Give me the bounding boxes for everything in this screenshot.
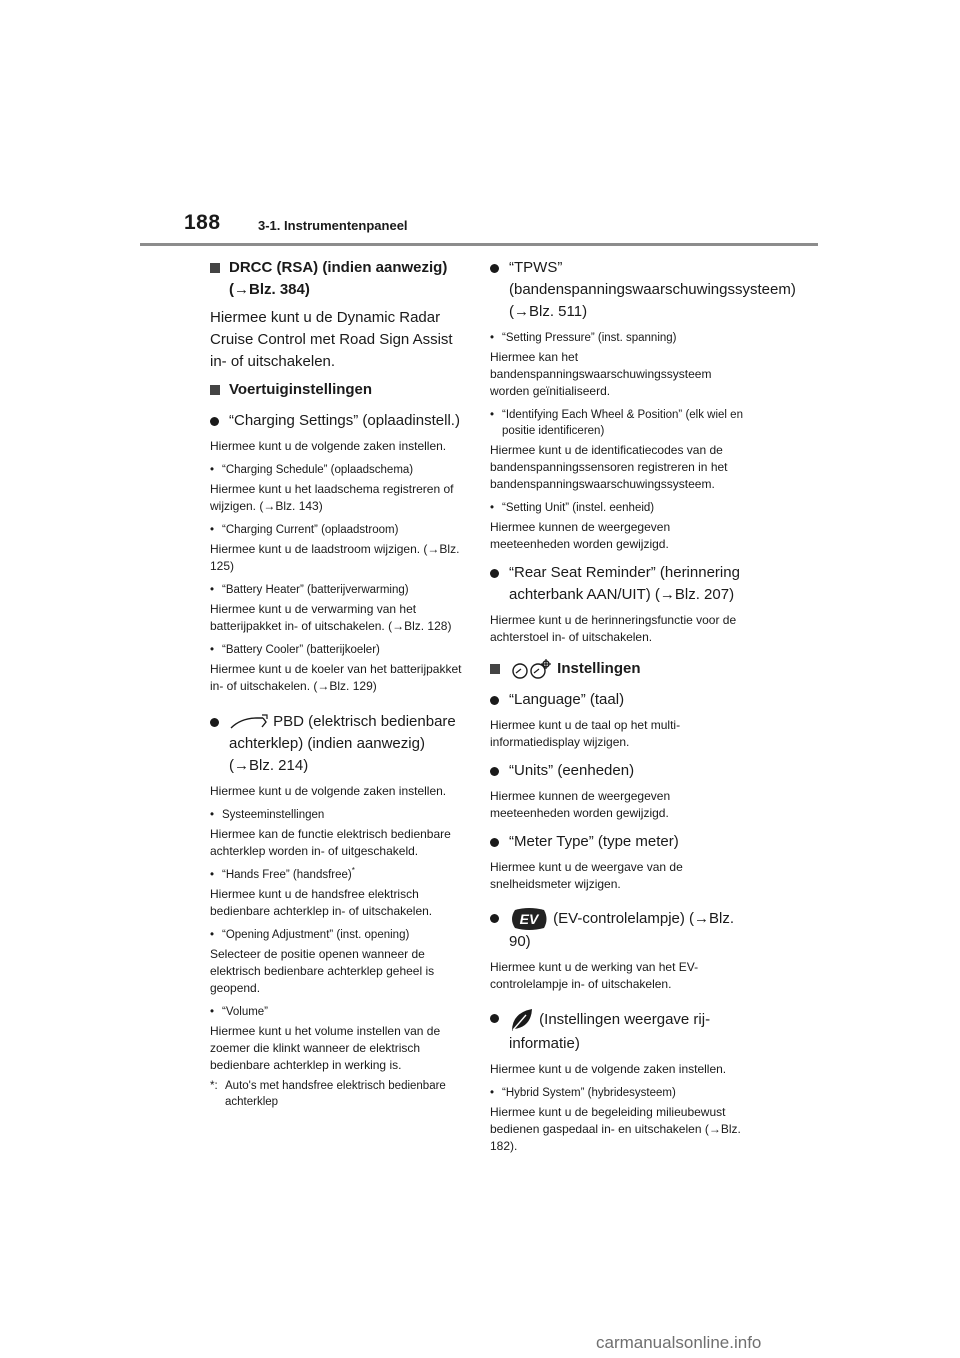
list-item: • “Opening Adjustment” (inst. opening) xyxy=(210,929,410,941)
meter-type-heading xyxy=(490,831,748,853)
list-item-desc: Hiermee kunt u de begeleiding milieubewust bedienen gaspedaal in- en uitschakelen (→Blz. 182). xyxy=(490,1105,741,1153)
list-item-desc: Hiermee kunt u de koeler van het batterijpakket in- of uitschakelen. (→Blz. 129) xyxy=(210,662,462,693)
eco-info-heading xyxy=(490,1007,748,1055)
charging-settings-heading xyxy=(210,410,465,432)
round-bullet-icon xyxy=(490,914,499,923)
meter-type-title: “Meter Type” (type meter) xyxy=(509,833,679,850)
language-heading xyxy=(490,689,748,711)
drcc-description: Hiermee kunt u de Dynamic Radar Cruise Control met Road Sign Assist in- of uitschakelen. xyxy=(210,309,453,370)
ev-indicator-heading xyxy=(490,907,748,953)
pbd-title: PBD (elektrisch bedienbare achterklep) (indien aanwezig) (→Blz. 214) xyxy=(229,713,456,774)
charging-settings-title: “Charging Settings” (oplaadinstell.) xyxy=(229,412,460,429)
list-item: • “Battery Heater” (batterijverwarming) xyxy=(210,584,409,596)
rear-seat-heading xyxy=(490,562,748,606)
round-bullet-icon xyxy=(490,767,499,776)
settings-title: Instellingen xyxy=(557,660,641,677)
list-item-label: “Charging Current” (oplaadstroom) xyxy=(222,524,399,536)
drcc-heading xyxy=(210,257,465,301)
settings-heading xyxy=(490,658,748,680)
meter-type-desc: Hiermee kunt u de weergave van de snelheidsmeter wijzigen. xyxy=(490,860,683,891)
list-item-desc: Hiermee kan het bandenspanningswaarschuwingssysteem worden geïnitialiseerd. xyxy=(490,350,712,398)
pbd-heading xyxy=(210,711,465,777)
round-bullet-icon xyxy=(210,417,219,426)
drcc-heading-title: DRCC (RSA) (indien aanwezig) xyxy=(229,259,448,276)
square-bullet-icon xyxy=(210,385,220,395)
list-item-desc: Hiermee kunt u de verwarming van het batterijpakket in- of uitschakelen. (→Blz. 128) xyxy=(210,602,452,633)
drcc-heading-ref: (→Blz. 384) xyxy=(229,281,310,298)
rear-seat-title: “Rear Seat Reminder” (herinnering achterbank AAN/UIT) (→Blz. 207) xyxy=(509,564,740,603)
list-item: • “Setting Unit” (instel. eenheid) xyxy=(490,502,655,514)
round-bullet-icon xyxy=(490,264,499,273)
list-item: • “Charging Schedule” (oplaadschema) xyxy=(210,464,414,476)
list-item-desc: Hiermee kunt u de identificatiecodes van de bandenspanningssensoren registreren in het bandenspanningswaarschuwingssysteem. xyxy=(490,443,728,491)
list-item: • “Identifying Each Wheel & Position” (elk wiel en positie identificeren) xyxy=(490,409,743,437)
eco-leaf-icon xyxy=(509,1007,535,1033)
units-title: “Units” (eenheden) xyxy=(509,762,635,779)
round-bullet-icon xyxy=(490,569,499,578)
eco-intro: Hiermee kunt u de volgende zaken instellen. xyxy=(490,1062,727,1076)
ev-indicator-icon xyxy=(509,907,549,931)
footnote-mark: *: xyxy=(210,1080,218,1092)
list-item-label: “Setting Pressure” (inst. spanning) xyxy=(502,332,677,344)
footnote-text: Auto's met handsfree elektrisch bedienbare achterklep xyxy=(225,1080,446,1108)
units-heading xyxy=(490,760,748,782)
list-item-desc: Hiermee kunnen de weergegeven meeteenheden worden gewijzigd. xyxy=(490,520,671,551)
list-item: • “Charging Current” (oplaadstroom) xyxy=(210,524,399,536)
right-column xyxy=(490,252,796,1158)
list-item-label: “Hands Free” (handsfree) xyxy=(222,869,352,881)
list-item-label: “Volume” xyxy=(222,1006,269,1018)
language-title: “Language” (taal) xyxy=(509,691,625,708)
list-item-label: “Setting Unit” (instel. eenheid) xyxy=(502,502,655,514)
rear-seat-desc: Hiermee kunt u de herinneringsfunctie voor de achterstoel in- of uitschakelen. xyxy=(490,613,737,644)
units-desc: Hiermee kunnen de weergegeven meeteenheden worden gewijzigd. xyxy=(490,789,671,820)
vehicle-settings-heading xyxy=(210,379,465,401)
list-item-label: “Identifying Each Wheel & Position” (elk wiel en positie identificeren) xyxy=(502,409,743,437)
list-item-desc: Hiermee kunt u het volume instellen van de zoemer die klinkt wanneer de elektrisch bedienbare achterklep in werking is. xyxy=(210,1024,441,1072)
square-bullet-icon xyxy=(210,263,220,273)
tpws-heading xyxy=(490,257,796,323)
round-bullet-icon xyxy=(490,838,499,847)
footnote-marker: * xyxy=(351,866,355,876)
list-item: • “Hands Free” (handsfree)* xyxy=(210,866,355,881)
list-item-label: “Hybrid System” (hybridesysteem) xyxy=(502,1087,676,1099)
list-item: • “Setting Pressure” (inst. spanning) xyxy=(490,332,677,344)
gauge-settings-icon xyxy=(509,659,553,679)
list-item-desc: Hiermee kunt u het laadschema registreren of wijzigen. (→Blz. 143) xyxy=(210,482,454,513)
list-item: • “Volume” xyxy=(210,1006,269,1018)
ev-indicator-title: (EV-controlelampje) (→Blz. 90) xyxy=(509,909,735,950)
square-bullet-icon xyxy=(490,664,500,674)
page-number: 188 xyxy=(184,211,221,234)
pbd-intro: Hiermee kunt u de volgende zaken instellen. xyxy=(210,784,447,798)
tailgate-icon xyxy=(229,714,269,730)
eco-info-title: (Instellingen weergave rij-informatie) xyxy=(509,1010,711,1052)
list-item-label: “Opening Adjustment” (inst. opening) xyxy=(222,929,410,941)
list-item-label: “Battery Heater” (batterijverwarming) xyxy=(222,584,409,596)
list-item-label: “Battery Cooler” (batterijkoeler) xyxy=(222,644,380,656)
charging-intro: Hiermee kunt u de volgende zaken instellen. xyxy=(210,439,447,453)
list-item: • “Battery Cooler” (batterijkoeler) xyxy=(210,644,380,656)
list-item-desc: Hiermee kunt u de laadstroom wijzigen. (→Blz. 125) xyxy=(210,542,460,573)
header-rule xyxy=(140,243,818,246)
vehicle-settings-title: Voertuiginstellingen xyxy=(229,381,373,398)
list-item-desc: Hiermee kan de functie elektrisch bedienbare achterklep worden in- of uitgeschakeld. xyxy=(210,827,451,858)
footnote xyxy=(210,1078,465,1110)
list-item-desc: Selecteer de positie openen wanneer de elektrisch bedienbare achterklep geheel is geopend. xyxy=(210,947,435,995)
left-column xyxy=(210,252,465,1110)
round-bullet-icon xyxy=(210,718,219,727)
list-item: • “Hybrid System” (hybridesysteem) xyxy=(490,1087,676,1099)
round-bullet-icon xyxy=(490,696,499,705)
ev-icon-text: EV xyxy=(519,911,539,927)
watermark: carmanualsonline.info xyxy=(596,1333,762,1352)
list-item-label: Systeeminstellingen xyxy=(222,809,325,821)
list-item-label: “Charging Schedule” (oplaadschema) xyxy=(222,464,414,476)
ev-indicator-desc: Hiermee kunt u de werking van het EV-controlelampje in- of uitschakelen. xyxy=(490,960,699,991)
list-item-desc: Hiermee kunt u de handsfree elektrisch bedienbare achterklep in- of uitschakelen. xyxy=(210,887,433,918)
chapter-title: 3-1. Instrumentenpaneel xyxy=(258,218,408,233)
tpws-title: “TPWS” (bandenspanningswaarschuwingssysteem) (→Blz. 511) xyxy=(509,259,796,320)
list-item: • Systeeminstellingen xyxy=(210,809,325,821)
round-bullet-icon xyxy=(490,1014,499,1023)
language-desc: Hiermee kunt u de taal op het multi-informatiedisplay wijzigen. xyxy=(490,718,681,749)
